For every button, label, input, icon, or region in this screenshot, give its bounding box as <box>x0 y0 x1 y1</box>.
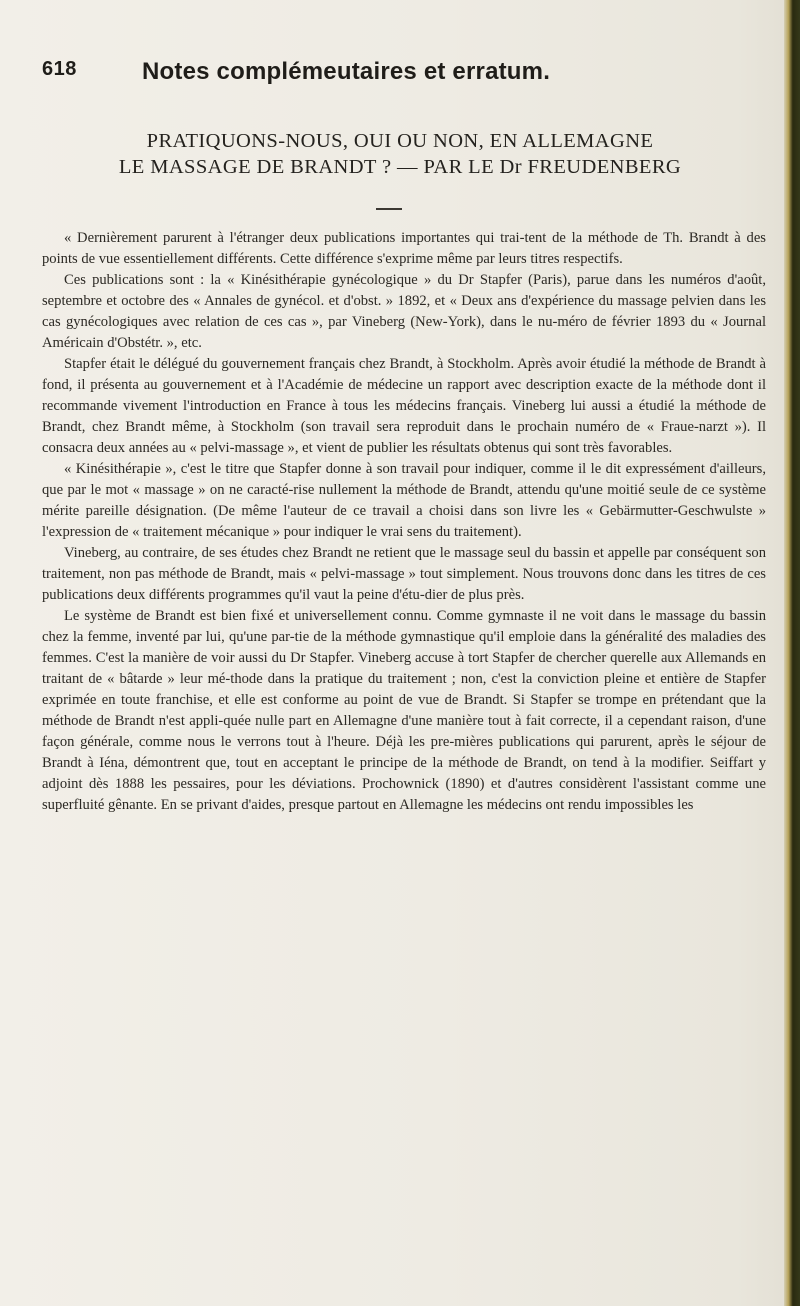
paragraph-6: Le système de Brandt est bien fixé et universellement connu. Comme gymnaste il ne voit dans le massage du bassin chez la femme, inventé par lui, qu'une par-tie de la méthode gymnastique qu'il emploie dans la généralité des maladies des femmes. C'est la manière de voir aussi du Dr Stapfer. Vineberg accuse à tort Stapfer de chercher querelle aux Allemands en traitant de « bâtarde » leur mé-thode dans la pratique du traitement ; non, c'est la conviction pleine et entière de Stapfer exprimée en toute franchise, et elle est conforme au point de vue de Brandt. Si Stapfer se trompe en prétendant que la méthode de Brandt n'est appli-quée nulle part en Allemagne d'une manière tout à fait correcte, il a cependant raison, d'une façon générale, comme nous le verrons tout à l'heure. Déjà les pre-mières publications qui parurent, après le séjour de Brandt à Iéna, démontrent que, tout en acceptant le principe de la méthode de Brandt, on tend à la modifier. Seiffart y adjoint dès 1888 les pessaires, pour les déviations. Prochownick (1890) et d'autres considèrent l'assistant comme une superfluité gênante. En se privant d'aides, presque partout en Allemagne les médecins ont rendu impossibles les <box>42 608 766 813</box>
page-edge-strip <box>784 0 800 1306</box>
running-header <box>42 58 762 94</box>
article-title-line-1: PRATIQUONS-NOUS, OUI OU NON, EN ALLEMAGNE <box>146 130 654 152</box>
paragraph-3: Stapfer était le délégué du gouvernement français chez Brandt, à Stockholm. Après avoir étudié la méthode de Brandt à fond, il présenta au gouvernement et à l'Académie de médecine un rapport avec description exacte de la méthode dont il recommande vivement l'introduction en France à tous les médecins français. Vineberg lui aussi a étudié la méthode de Brandt, chez Brandt même, à Stockholm (son travail sera reproduit dans le prochain numéro de « Fraue-narzt »). Il consacra deux années au « pelvi-massage », et vient de publier les résultats obtenus qui sont très favorables. <box>42 356 766 456</box>
paragraph-2: Ces publications sont : la « Kinésithérapie gynécologique » du Dr Stapfer (Paris), parue dans les numéros d'août, septembre et octobre des « Annales de gynécol. et d'obst. » 1892, et « Deux ans d'expérience du massage pelvien dans les cas gynécologiques avec relation de ces cas », par Vineberg (New-York), dans le nu-méro de février 1893 du « Journal Américain d'Obstétr. », etc. <box>42 272 766 351</box>
article-body <box>42 228 766 816</box>
page-number: 618 <box>42 58 77 80</box>
article-title <box>40 128 760 180</box>
paragraph-4: « Kinésithérapie », c'est le titre que Stapfer donne à son travail pour indiquer, comme il le dit expressément d'ailleurs, que par le mot « massage » on ne caracté-rise nullement la méthode de Brandt, attendu qu'une moitié seule de ce système mérite pareille désignation. (De même l'auteur de ce travail a choisi dans son livre les « Gebärmutter-Geschwulste » l'expression de « traitement mécanique » pour indiquer le vrai sens du traitement). <box>42 461 766 540</box>
title-separator-rule <box>376 208 402 210</box>
paragraph-1: « Dernièrement parurent à l'étranger deux publications importantes qui trai-tent de la méthode de Th. Brandt à des points de vue essentiellement différents. Cette différence s'exprime même par leurs titres respectifs. <box>42 230 766 267</box>
running-title: Notes complémeutaires et erratum. <box>142 58 551 85</box>
paragraph-5: Vineberg, au contraire, de ses études chez Brandt ne retient que le massage seul du bassin et appelle par conséquent son traitement, non pas méthode de Brandt, mais « pelvi-massage » tout simplement. Nous trouvons donc dans les titres de ces publications deux différents programmes qu'il vaut la peine d'étu-dier de plus près. <box>42 545 766 603</box>
article-title-line-2: LE MASSAGE DE BRANDT ? — PAR LE Dr FREUDENBERG <box>118 156 682 178</box>
